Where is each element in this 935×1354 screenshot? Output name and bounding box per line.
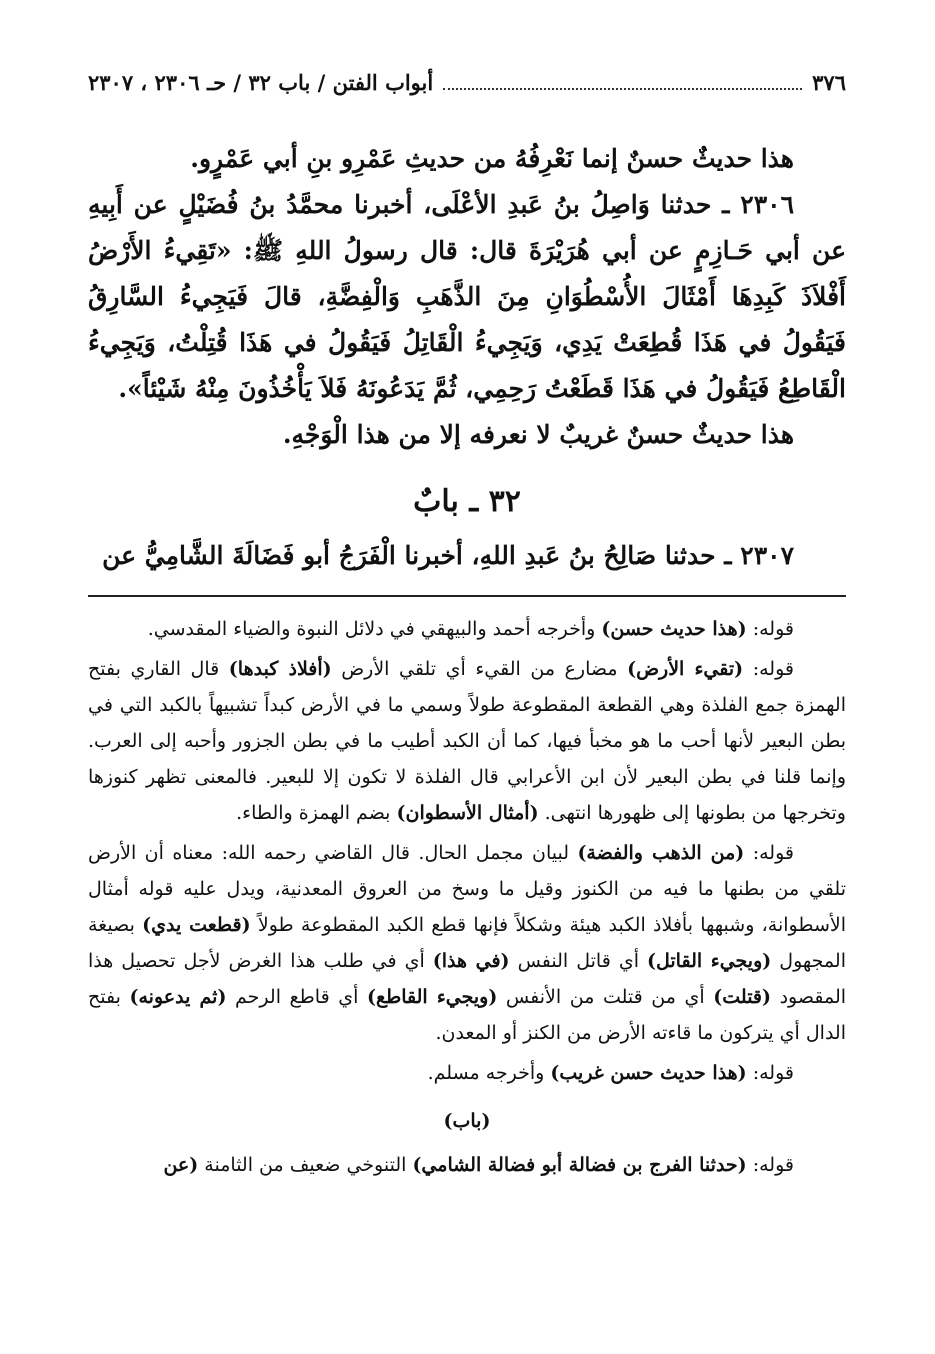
page [88, 70, 846, 1187]
page-number: ٣٧٦ [812, 70, 846, 95]
commentary-note: قوله: (هذا حديث حسن) وأخرجه أحمد والبيهقي في دلائل النبوة والضياء المقدسي. [147, 618, 794, 640]
commentary-note: قوله: (حدثنا الفرج بن فضالة أبو فضالة الشامي) التنوخي ضعيف من الثامنة (عن [163, 1154, 794, 1176]
commentary-note: قوله: (من الذهب والفضة) لبيان مجمل الحال. قال القاضي رحمه الله: معناه أن الأرض تلقي من بطنها ما فيه من الكنوز وقيل ما وسخ من العروق المعدنية، ويدل عليه قوله أمثال الأسطوانة، وشبهها بأفلاذ الكبد هيئة وشكلاً فإنها قطع الكبد المقطوعة طولاً (قطعت يدي) بصيغة المجهول (ويجيء القاتل) أي قاتل النفس (في هذا) أي في طلب هذا الغرض لأجل تحصيل هذا المقصود (قتلت) أي من قتلت من الأنفس (ويجيء القاطع) أي قاطع الرحم (ثم يدعونه) بفتح الدال أي يتركون ما قاءته الأرض من الكنز أو المعدن. [88, 842, 847, 1044]
commentary [88, 611, 846, 1183]
leader-dots [443, 74, 802, 90]
running-header [88, 70, 846, 110]
hadith-2306: ٢٣٠٦ ـ حدثنا وَاصِلُ بنُ عَبدِ الأعْلَى، أخبرنا محمَّدُ بنُ فُضَيْلٍ عن أَبِيهِ عن أبي حَـازِمٍ عن أبي هُرَيْرَةَ قال: قال رسولُ اللهِ ﷺ: «تَقِيءُ الأَرْضُ أَفْلاَذَ كَبِدِهَا أَمْثَالَ الأُسْطُوَانِ مِنَ الذَّهَبِ وَالْفِضَّةِ، قالَ فَيَجِيءُ السَّارِقُ فَيَقُولُ في هَذَا قُطِعَتْ يَدِي، وَيَجِيءُ الْقَاتِلُ فَيَقُولُ في هَذَا قُتِلْتُ، وَيَجِيءُ الْقَاطِعُ فَيَقُولُ في هَذَا قَطَعْتُ رَحِمِي، ثُمَّ يَدَعُونَهُ فَلاَ يَأْخُذُونَ مِنْهُ شَيْئاً». [88, 190, 846, 403]
running-title: أبواب الفتن / باب ٣٢ / حـ ٢٣٠٦ ، ٢٣٠٧ [88, 70, 434, 95]
commentary-note: قوله: (هذا حديث حسن غريب) وأخرجه مسلم. [427, 1062, 794, 1084]
chapter-heading: ٣٢ ـ بابٌ [413, 484, 521, 519]
main-paragraph: هذا حديثٌ حسنٌ غريبٌ لا نعرفه إلا من هذا الْوَجْهِ. [282, 420, 794, 449]
footnote-divider [88, 595, 846, 597]
commentary-note: قوله: (تقيء الأرض) مضارع من القيء أي تلقي الأرض (أفلاذ كبدها) قال القاري بفتح الهمزة جمع الفلذة وهي القطعة المقطوعة طولاً وسمي ما في الأرض كبداً تشبيهاً بالكبد التي في بطن البعير لأنها أحب ما هو مخبأ فيها، كما أن الكبد أطيب ما في بطن الجزور وأحبه إلى العرب. وإنما قلنا في بطن البعير لأن ابن الأعرابي قال الفلذة لا تكون إلا للبعير. فالمعنى تظهر كنوزها وتخرجها من بطونها إلى ظهورها انتهى. (أمثال الأسطوان) بضم الهمزة والطاء. [88, 658, 846, 824]
main-text [88, 136, 846, 579]
commentary-chapter-heading: (باب) [443, 1110, 491, 1132]
main-paragraph: هذا حديثٌ حسنٌ إنما نَعْرِفُهُ من حديثِ عَمْرِو بنِ أبي عَمْرٍو. [190, 144, 794, 173]
hadith-2307: ٢٣٠٧ ـ حدثنا صَالِحُ بنُ عَبدِ اللهِ، أخبرنا الْفَرَجُ أبو فَضَالَةَ الشَّامِيُّ عن [102, 541, 794, 570]
